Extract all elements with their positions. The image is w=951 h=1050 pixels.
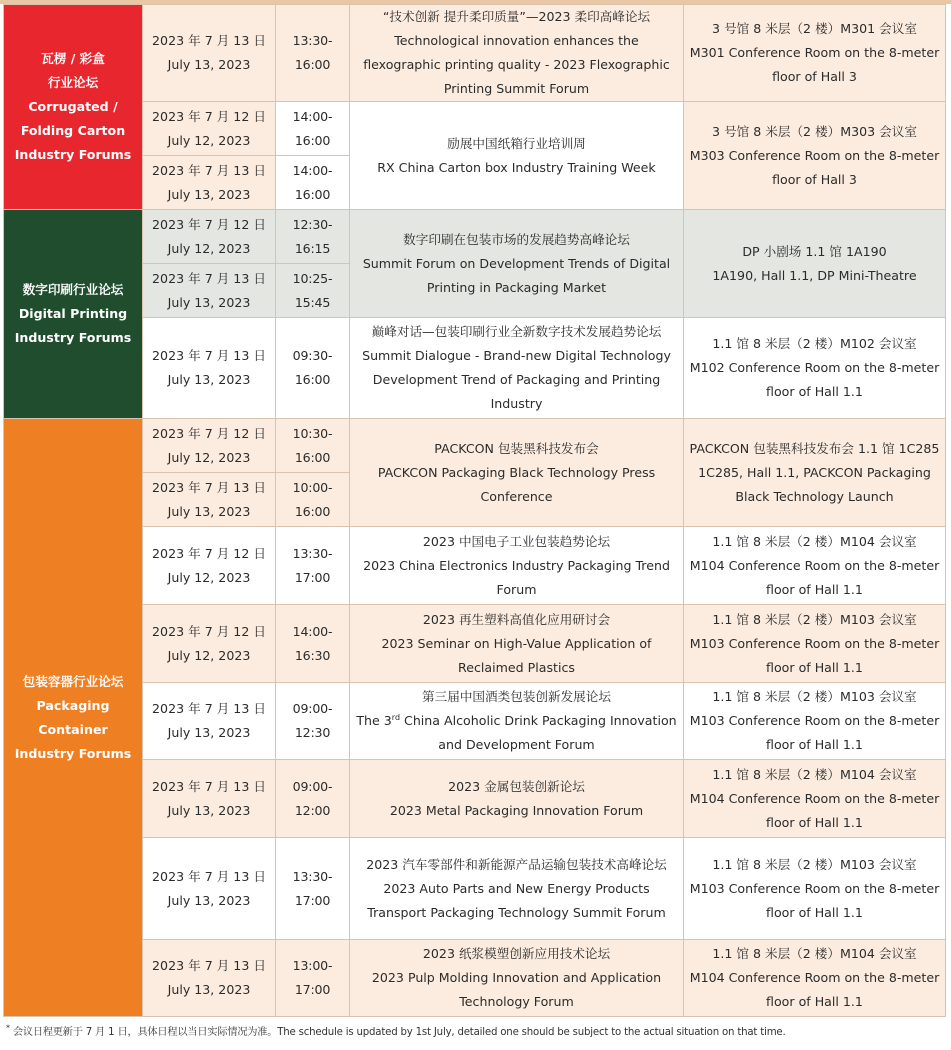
title-en: Summit Dialogue - Brand-new Digital Technology Development Trend of Packaging and Printing Industry xyxy=(362,348,671,411)
title-en: 2023 Metal Packaging Innovation Forum xyxy=(389,802,644,818)
date-zh: 2023 年 7 月 12 日 xyxy=(152,425,266,441)
date-cell xyxy=(143,5,276,102)
forum-title-cell xyxy=(350,318,684,419)
date-cell xyxy=(143,102,276,156)
forum-title-cell xyxy=(350,527,684,605)
footnote-en: The schedule is updated by 1st July, detailed one should be subject to the actual situation on that time. xyxy=(277,1027,786,1038)
venue-zh: 1.1 馆 8 米层（2 楼）M103 会议室 xyxy=(712,689,917,704)
title-en: Technological innovation enhances the flexographic printing quality - 2023 Flexographic Printing Summit Forum xyxy=(363,33,670,96)
table-row xyxy=(4,419,946,473)
venue-en: M103 Conference Room on the 8-meter floor of Hall 1.1 xyxy=(689,880,940,920)
category-en: Packaging Container Industry Forums xyxy=(14,697,132,761)
table-row xyxy=(4,527,946,605)
date-en: July 13, 2023 xyxy=(167,57,251,72)
forum-title-cell xyxy=(350,605,684,683)
title-zh: 2023 金属包装创新论坛 xyxy=(448,778,585,794)
date-en: July 13, 2023 xyxy=(167,503,251,519)
footnote-zh: 会议日程更新于 7 月 1 日，具体日程以当日实际情况为准。 xyxy=(9,1027,278,1038)
table-row xyxy=(4,102,946,156)
date-en: July 13, 2023 xyxy=(167,982,251,997)
title-en: RX China Carton box Industry Training Week xyxy=(377,159,656,175)
date-cell xyxy=(143,838,276,940)
forum-title-cell xyxy=(350,5,684,102)
date-en: July 13, 2023 xyxy=(167,372,251,387)
title-en: 2023 Auto Parts and New Energy Products Transport Packaging Technology Summit Forum xyxy=(367,880,666,920)
title-zh: 第三届中国酒类包装创新发展论坛 xyxy=(422,689,611,704)
title-en: The 3rd China Alcoholic Drink Packaging Innovation and Development Forum xyxy=(356,712,677,752)
title-en: 2023 China Electronics Industry Packaging Trend Forum xyxy=(363,557,670,597)
date-cell xyxy=(143,683,276,760)
venue-cell xyxy=(684,838,946,940)
date-en: July 12, 2023 xyxy=(167,449,251,465)
category-digital xyxy=(4,210,143,419)
venue-cell xyxy=(684,683,946,760)
date-cell xyxy=(143,210,276,264)
date-zh: 2023 年 7 月 13 日 xyxy=(152,701,266,716)
title-en: Summit Forum on Development Trends of Digital Printing in Packaging Market xyxy=(362,255,671,295)
category-en: Corrugated / Folding Carton Industry Forums xyxy=(14,99,132,162)
time-cell: 10:25-15:45 xyxy=(276,264,350,318)
venue-zh: 1.1 馆 8 米层（2 楼）M104 会议室 xyxy=(712,766,917,782)
venue-zh: 1.1 馆 8 米层（2 楼）M103 会议室 xyxy=(712,856,917,872)
date-en: July 12, 2023 xyxy=(167,569,251,585)
table-row xyxy=(4,940,946,1017)
date-en: July 13, 2023 xyxy=(167,725,251,740)
time-cell: 13:30-16:00 xyxy=(276,5,350,102)
date-en: July 12, 2023 xyxy=(167,132,251,148)
title-en: PACKCON Packaging Black Technology Press Conference xyxy=(377,464,656,504)
title-zh: 2023 纸浆模塑创新应用技术论坛 xyxy=(422,946,611,961)
venue-en: M301 Conference Room on the 8-meter floor of Hall 3 xyxy=(689,45,940,84)
date-en: July 12, 2023 xyxy=(167,647,251,663)
time-cell: 10:30-16:00 xyxy=(276,419,350,473)
venue-cell xyxy=(684,102,946,210)
venue-en: M104 Conference Room on the 8-meter floor of Hall 1.1 xyxy=(689,557,940,597)
venue-en: M303 Conference Room on the 8-meter floor of Hall 3 xyxy=(689,147,940,187)
venue-zh: 1.1 馆 8 米层（2 楼）M104 会议室 xyxy=(712,946,917,961)
forum-title-cell xyxy=(350,102,684,210)
table-row xyxy=(4,210,946,264)
date-cell xyxy=(143,419,276,473)
date-en: July 13, 2023 xyxy=(167,186,251,202)
time-cell: 13:00-17:00 xyxy=(276,940,350,1017)
forum-title-cell xyxy=(350,940,684,1017)
time-cell: 09:00-12:00 xyxy=(276,760,350,838)
venue-en: M103 Conference Room on the 8-meter floor of Hall 1.1 xyxy=(689,713,940,752)
title-en: 2023 Pulp Molding Innovation and Application Technology Forum xyxy=(371,970,662,1009)
venue-en: 1A190, Hall 1.1, DP Mini-Theatre xyxy=(712,267,917,283)
date-zh: 2023 年 7 月 12 日 xyxy=(152,623,266,639)
date-cell xyxy=(143,940,276,1017)
title-zh: 2023 中国电子工业包装趋势论坛 xyxy=(422,533,611,549)
forum-title-cell xyxy=(350,419,684,527)
date-cell xyxy=(143,527,276,605)
forum-title-cell xyxy=(350,683,684,760)
title-zh: 2023 再生塑料高值化应用研讨会 xyxy=(422,611,611,627)
table-row xyxy=(4,683,946,760)
date-cell xyxy=(143,605,276,683)
category-en: Digital Printing Industry Forums xyxy=(14,306,132,345)
time-cell: 10:00-16:00 xyxy=(276,473,350,527)
table-row xyxy=(4,838,946,940)
category-corrugated xyxy=(4,5,143,210)
venue-cell xyxy=(684,527,946,605)
date-en: July 12, 2023 xyxy=(167,240,251,256)
title-zh: 2023 汽车零部件和新能源产品运输包装技术高峰论坛 xyxy=(366,856,667,872)
venue-cell xyxy=(684,605,946,683)
venue-cell xyxy=(684,419,946,527)
date-cell xyxy=(143,264,276,318)
venue-en: 1C285, Hall 1.1, PACKCON Packaging Black Technology Launch xyxy=(698,464,931,504)
date-zh: 2023 年 7 月 12 日 xyxy=(152,108,266,124)
forum-title-cell xyxy=(350,838,684,940)
date-zh: 2023 年 7 月 12 日 xyxy=(152,216,266,232)
venue-zh: 1.1 馆 8 米层（2 楼）M104 会议室 xyxy=(712,533,917,549)
date-zh: 2023 年 7 月 13 日 xyxy=(152,479,266,495)
venue-zh: 3 号馆 8 米层（2 楼）M303 会议室 xyxy=(712,123,917,139)
date-zh: 2023 年 7 月 13 日 xyxy=(152,778,266,794)
footnote-mark: * xyxy=(6,1023,10,1033)
venue-cell xyxy=(684,940,946,1017)
time-cell: 12:30-16:15 xyxy=(276,210,350,264)
title-zh: 数字印刷在包装市场的发展趋势高峰论坛 xyxy=(403,231,630,247)
title-zh: 励展中国纸箱行业培训周 xyxy=(447,135,586,151)
forum-title-cell xyxy=(350,760,684,838)
footnote xyxy=(6,1023,946,1038)
date-en: July 13, 2023 xyxy=(167,802,251,818)
venue-zh: DP 小剧场 1.1 馆 1A190 xyxy=(742,243,887,259)
time-cell: 14:00-16:00 xyxy=(276,156,350,210)
venue-zh: 1.1 馆 8 米层（2 楼）M103 会议室 xyxy=(712,611,917,627)
date-en: July 13, 2023 xyxy=(167,294,251,310)
forum-title-cell xyxy=(350,210,684,318)
category-zh: 瓦楞 / 彩盒 行业论坛 xyxy=(41,51,105,90)
table-row xyxy=(4,760,946,838)
date-cell xyxy=(143,473,276,527)
date-zh: 2023 年 7 月 13 日 xyxy=(152,868,266,884)
table-row xyxy=(4,5,946,102)
date-cell xyxy=(143,760,276,838)
venue-cell xyxy=(684,318,946,419)
title-zh: 巅峰对话—包装印刷行业全新数字技术发展趋势论坛 xyxy=(371,324,662,339)
forum-schedule-table xyxy=(3,4,946,1017)
title-zh: “技术创新 提升柔印质量”—2023 柔印高峰论坛 xyxy=(382,9,651,24)
venue-zh: 3 号馆 8 米层（2 楼）M301 会议室 xyxy=(712,21,917,36)
category-zh: 包装容器行业论坛 xyxy=(22,673,124,689)
venue-en: M104 Conference Room on the 8-meter floor of Hall 1.1 xyxy=(689,790,940,830)
venue-cell xyxy=(684,5,946,102)
date-zh: 2023 年 7 月 13 日 xyxy=(152,162,266,178)
time-cell: 09:30-16:00 xyxy=(276,318,350,419)
date-zh: 2023 年 7 月 13 日 xyxy=(152,33,266,48)
date-en: July 13, 2023 xyxy=(167,892,251,908)
time-cell: 13:30-17:00 xyxy=(276,527,350,605)
date-zh: 2023 年 7 月 13 日 xyxy=(152,958,266,973)
date-cell xyxy=(143,156,276,210)
time-cell: 14:00-16:30 xyxy=(276,605,350,683)
time-cell: 09:00-12:30 xyxy=(276,683,350,760)
date-zh: 2023 年 7 月 12 日 xyxy=(152,545,266,561)
date-zh: 2023 年 7 月 13 日 xyxy=(152,348,266,363)
category-packaging xyxy=(4,419,143,1017)
title-zh: PACKCON 包装黑科技发布会 xyxy=(434,440,599,456)
venue-cell xyxy=(684,210,946,318)
venue-zh: PACKCON 包装黑科技发布会 1.1 馆 1C285 xyxy=(689,440,940,456)
date-zh: 2023 年 7 月 13 日 xyxy=(152,270,266,286)
date-cell xyxy=(143,318,276,419)
venue-en: M102 Conference Room on the 8-meter floor of Hall 1.1 xyxy=(689,360,940,399)
venue-en: M103 Conference Room on the 8-meter floor of Hall 1.1 xyxy=(689,635,940,675)
table-row xyxy=(4,318,946,419)
venue-cell xyxy=(684,760,946,838)
venue-en: M104 Conference Room on the 8-meter floor of Hall 1.1 xyxy=(689,970,940,1009)
title-en: 2023 Seminar on High-Value Application of Reclaimed Plastics xyxy=(381,635,652,675)
venue-zh: 1.1 馆 8 米层（2 楼）M102 会议室 xyxy=(712,336,917,351)
time-cell: 14:00-16:00 xyxy=(276,102,350,156)
time-cell: 13:30-17:00 xyxy=(276,838,350,940)
category-zh: 数字印刷行业论坛 xyxy=(22,282,124,297)
table-row xyxy=(4,605,946,683)
